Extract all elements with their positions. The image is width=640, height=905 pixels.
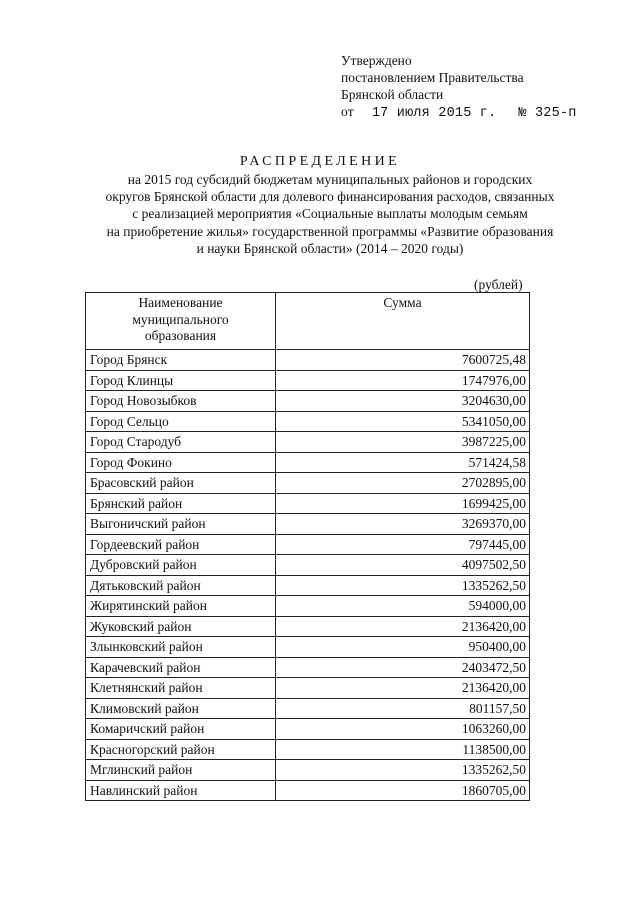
table-row xyxy=(86,719,530,740)
subsidy-amount: 594000,00 xyxy=(276,596,530,617)
table-row xyxy=(86,780,530,801)
table-row xyxy=(86,575,530,596)
subsidy-amount: 801157,50 xyxy=(276,698,530,719)
subtitle-line: с реализацией мероприятия «Социальные выплаты молодым семьям xyxy=(132,206,528,222)
table-row xyxy=(86,391,530,412)
approval-date: 17 июля 2015 г. xyxy=(371,106,497,121)
table-row xyxy=(86,739,530,760)
approval-line-region: Брянской области xyxy=(341,87,444,102)
header-name xyxy=(86,293,276,350)
approval-date-line xyxy=(341,103,577,122)
subsidy-amount: 1860705,00 xyxy=(276,780,530,801)
table-row xyxy=(86,760,530,781)
municipality-name: Клетнянский район xyxy=(86,678,276,699)
subsidy-amount: 2136420,00 xyxy=(276,678,530,699)
table-row xyxy=(86,350,530,371)
municipality-name: Выгоничский район xyxy=(86,514,276,535)
subtitle-line: на приобретение жилья» государственной программы «Развитие образования xyxy=(106,223,554,239)
header-name-line: муниципального xyxy=(132,311,229,327)
municipality-name: Красногорский район xyxy=(86,739,276,760)
document-title: РАСПРЕДЕЛЕНИЕ xyxy=(239,154,401,169)
subsidy-amount: 1138500,00 xyxy=(276,739,530,760)
municipality-name: Гордеевский район xyxy=(86,534,276,555)
approval-number: № 325-п xyxy=(518,106,577,121)
subsidy-amount: 1063260,00 xyxy=(276,719,530,740)
subsidy-amount: 1699425,00 xyxy=(276,493,530,514)
header-sum: Сумма xyxy=(276,293,530,350)
table-row xyxy=(86,596,530,617)
municipality-name: Город Брянск xyxy=(86,350,276,371)
subsidy-amount: 3987225,00 xyxy=(276,432,530,453)
table-row xyxy=(86,534,530,555)
subsidy-amount: 3204630,00 xyxy=(276,391,530,412)
subtitle-line: на 2015 год субсидий бюджетам муниципальных районов и городских xyxy=(127,172,533,187)
subsidy-amount: 571424,58 xyxy=(276,452,530,473)
municipality-name: Город Фокино xyxy=(86,452,276,473)
header-name-line: Наименование xyxy=(138,295,223,310)
document-subtitle xyxy=(60,171,600,257)
municipality-name: Жуковский район xyxy=(86,616,276,637)
subsidy-amount: 2403472,50 xyxy=(276,657,530,678)
subsidy-amount: 797445,00 xyxy=(276,534,530,555)
currency-unit: (рублей) xyxy=(474,277,523,292)
approval-line-approved: Утверждено xyxy=(341,53,412,68)
table-row xyxy=(86,657,530,678)
approval-line-resolution: постановлением Правительства xyxy=(341,70,524,85)
municipality-name: Навлинский район xyxy=(86,780,276,801)
municipality-name: Дятьковский район xyxy=(86,575,276,596)
subsidy-amount: 950400,00 xyxy=(276,637,530,658)
table-body xyxy=(86,350,530,801)
table-row xyxy=(86,493,530,514)
municipality-name: Жирятинский район xyxy=(86,596,276,617)
subsidy-amount: 2136420,00 xyxy=(276,616,530,637)
table-row xyxy=(86,616,530,637)
table-row xyxy=(86,514,530,535)
table-row xyxy=(86,678,530,699)
municipality-name: Карачевский район xyxy=(86,657,276,678)
subsidy-amount: 5341050,00 xyxy=(276,411,530,432)
municipality-name: Город Новозыбков xyxy=(86,391,276,412)
table-row xyxy=(86,370,530,391)
municipality-name: Город Сельцо xyxy=(86,411,276,432)
municipality-name: Злынковский район xyxy=(86,637,276,658)
municipality-name: Брянский район xyxy=(86,493,276,514)
table-row xyxy=(86,452,530,473)
subsidy-amount: 3269370,00 xyxy=(276,514,530,535)
table-header-row xyxy=(86,293,530,350)
subtitle-line: и науки Брянской области» (2014 – 2020 годы) xyxy=(196,240,464,256)
distribution-table xyxy=(85,292,530,801)
subsidy-amount: 1747976,00 xyxy=(276,370,530,391)
subsidy-amount: 7600725,48 xyxy=(276,350,530,371)
table-row xyxy=(86,555,530,576)
municipality-name: Климовский район xyxy=(86,698,276,719)
municipality-name: Мглинский район xyxy=(86,760,276,781)
table-row xyxy=(86,698,530,719)
table-row xyxy=(86,432,530,453)
municipality-name: Комаричский район xyxy=(86,719,276,740)
municipality-name: Город Стародуб xyxy=(86,432,276,453)
table-row xyxy=(86,473,530,494)
subtitle-line: округов Брянской области для долевого финансирования расходов, связанных xyxy=(105,189,555,205)
approval-block xyxy=(341,52,577,122)
municipality-name: Брасовский район xyxy=(86,473,276,494)
table-row xyxy=(86,637,530,658)
header-name-line: образования xyxy=(144,328,217,343)
subsidy-amount: 4097502,50 xyxy=(276,555,530,576)
municipality-name: Дубровский район xyxy=(86,555,276,576)
approval-date-prefix: от xyxy=(341,104,354,119)
municipality-name: Город Клинцы xyxy=(86,370,276,391)
subsidy-amount: 1335262,50 xyxy=(276,575,530,596)
table-row xyxy=(86,411,530,432)
subsidy-amount: 2702895,00 xyxy=(276,473,530,494)
subsidy-amount: 1335262,50 xyxy=(276,760,530,781)
